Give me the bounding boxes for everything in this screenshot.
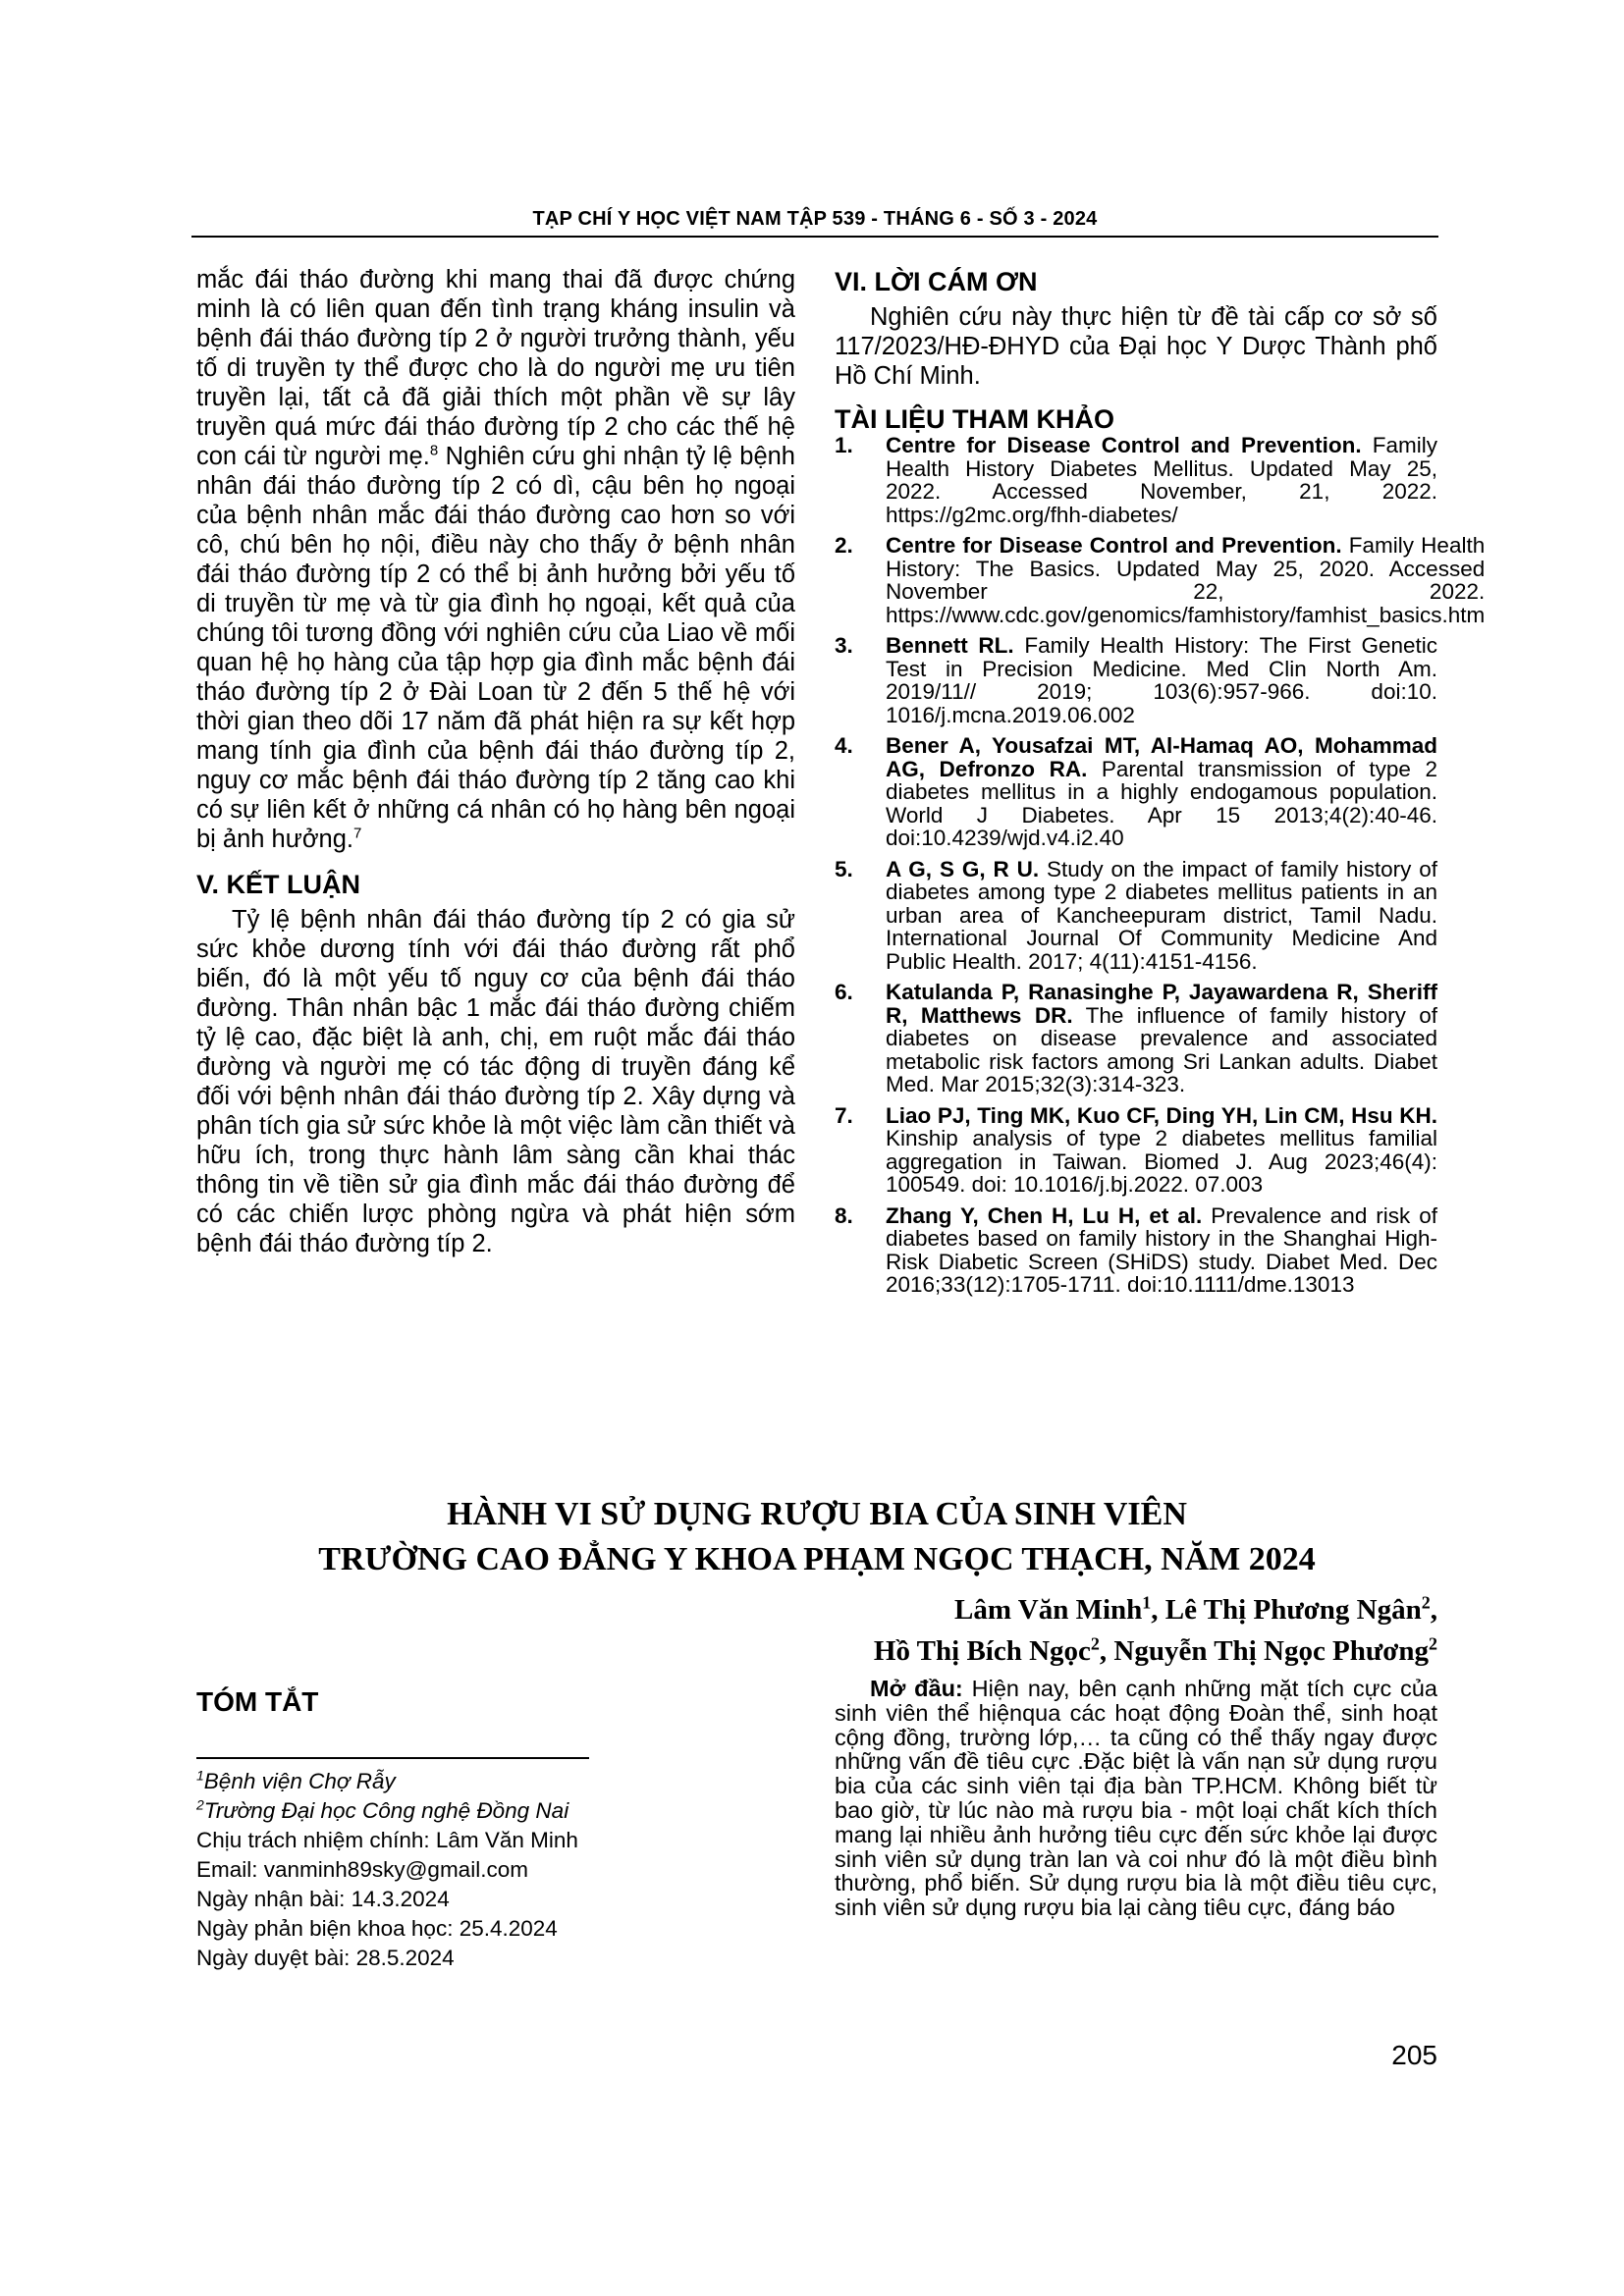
reference-text: Zhang Y, Chen H, Lu H, et al. Prevalence and risk of diabetes based on family history in the Shanghai High-Risk Diabetic Screen (SHiDS) study. Diabet Med. Dec 2016;33(12):1705-1711. doi:10.1111/dme.13013 — [886, 1202, 1437, 1297]
reference-item — [835, 734, 1437, 850]
author-name: Hồ Thị Bích Ngọc — [873, 1635, 1091, 1667]
reference-number: 1. — [835, 433, 853, 457]
reference-item — [835, 533, 1486, 627]
reference-text: Centre for Disease Control and Prevention. Family Health History: The Basics. Updated May 25, 2020. Accessed November 22, 2022. https://www.cdc.gov/genomics/famhistory/famhist_basics.htm — [886, 533, 1486, 627]
author-name: Lâm Văn Minh — [954, 1594, 1143, 1626]
abstract-paragraph: Mở đầu: Hiện nay, bên cạnh những mặt tích cực của sinh viên thể hiệnqua các hoạt động Đoàn thể, sinh hoạt cộng đồng, trường lớp,… ta cũng có thể thấy ngay được những vấn đề tiêu cực .Đặc biệt là vấn nạn sử dụng rượu bia của các sinh viên tại địa bàn TP.HCM. Không biết từ bao giờ, từ lúc nào mà rượu bia - một loại chất kích thích mang lại nhiều ảnh hưởng tiêu cực đến sức khỏe lại được sinh viên sử dụng tràn lan và coi như đó là một điều bình thường, phổ biến. Sử dụng rượu bia là một điều tiêu cực, sinh viên sử dụng rượu bia lại càng tiêu cực, đáng báo — [835, 1676, 1437, 1921]
reference-text: A G, S G, R U. Study on the impact of family history of diabetes among type 2 diabetes mellitus patients in an urban area of Kancheepuram district, Tamil Nadu. International Journal Of Community Medicine And Public Health. 2017; 4(11):4151-4156. — [886, 856, 1437, 974]
affiliation-2: $^2$Trường Đại học Công nghệ Đồng Nai — [196, 1796, 569, 1823]
summary-heading: TÓM TẮT — [196, 1686, 319, 1717]
reference-text: Centre for Disease Control and Prevention. Family Health History Diabetes Mellitus. Updated May 25, 2022. Accessed November, 21, 2022. https://g2mc.org/fhh-diabetes/ — [886, 433, 1437, 527]
article-title-line-1: HÀNH VI SỬ DỤNG RƯỢU BIA CỦA SINH VIÊN — [447, 1496, 1187, 1532]
thanks-paragraph: Nghiên cứu này thực hiện từ đề tài cấp cơ sở số 117/2023/HĐ-ĐHYD của Đại học Y Dược Thành phố Hồ Chí Minh. — [835, 303, 1437, 390]
thanks-heading: VI. LỜI CÁM ƠN — [835, 267, 1038, 296]
reference-item — [835, 1204, 1437, 1297]
running-header: TẠP CHÍ Y HỌC VIỆT NAM TẬP 539 - THÁNG 6 - SỐ 3 - 2024 — [532, 208, 1098, 230]
reference-number: 4. — [835, 733, 853, 758]
reference-number: 3. — [835, 633, 853, 658]
header-divider — [191, 236, 1438, 238]
discussion-paragraph: mắc đái tháo đường khi mang thai đã được chứng minh là có liên quan đến tình trạng kháng insulin và bệnh đái tháo đường típ 2 ở người trưởng thành, yếu tố di truyền ty thể được cho là do người mẹ ưu tiên truyền lại, tất cả đã giải thích một phần về sự lây truyền quá mức đái tháo đường típ 2 cho các thế hệ con cái từ người mẹ.$^8$ Nghiên cứu ghi nhận tỷ lệ bệnh nhân đái tháo đường típ 2 có dì, cậu bên họ ngoại của bệnh nhân mắc đái tháo đường cao hơn so với cô, chú bên họ nội, điều này cho thấy ở bệnh nhân đái tháo đường típ 2 có thể bị ảnh hưởng bởi yếu tố di truyền từ mẹ và từ gia đình họ ngoại, kết quả của chúng tôi tương đồng với nghiên cứu của Liao về mối quan hệ họ hàng của tập hợp gia đình mắc bệnh đái tháo đường típ 2 ở Đài Loan từ 2 đến 5 thế hệ với thời gian theo dõi 17 năm đã phát hiện ra sự kết hợp mang tính gia đình của bệnh đái tháo đường típ 2, nguy cơ mắc bệnh đái tháo đường típ 2 tăng cao khi có sự liên kết ở những cá nhân có họ hàng bên ngoại bị ảnh hưởng.$^7$ — [196, 266, 795, 853]
author-name: Lê Thị Phương Ngân — [1164, 1594, 1422, 1626]
author-line-2: Hồ Thị Bích Ngọc$^2$, Nguyễn Thị Ngọc Phương$^2$ — [873, 1633, 1437, 1667]
article-title-line-2: TRƯỜNG CAO ĐẲNG Y KHOA PHẠM NGỌC THẠCH, NĂM 2024 — [318, 1541, 1316, 1577]
date-reviewed: Ngày phản biện khoa học: 25.4.2024 — [196, 1916, 558, 1941]
reference-number: 8. — [835, 1202, 853, 1228]
conclusion-paragraph: Tỷ lệ bệnh nhân đái tháo đường típ 2 có gia sử sức khỏe dương tính với đái tháo đường rất phổ biến, đó là một yếu tố nguy cơ của bệnh đái tháo đường. Thân nhân bậc 1 mắc đái tháo đường chiếm tỷ lệ cao, đặc biệt là anh, chị, em ruột mắc đái tháo đường và người mẹ có tác động di truyền đáng kể đối với bệnh nhân đái tháo đường típ 2. Xây dựng và phân tích gia sử sức khỏe là một việc làm cần thiết và hữu ích, trong thực hành lâm sàng cần khai thác thông tin về tiền sử gia đình mắc đái tháo đường để có các chiến lược phòng ngừa và phát hiện sớm bệnh đái tháo đường típ 2. — [196, 906, 795, 1257]
reference-number: 6. — [835, 980, 853, 1004]
date-approved: Ngày duyệt bài: 28.5.2024 — [196, 1946, 455, 1970]
left-column — [196, 265, 795, 1258]
reference-number: 5. — [835, 856, 853, 881]
reference-text: Katulanda P, Ranasinghe P, Jayawardena R, Sheriff R, Matthews DR. The influence of family history of diabetes on disease prevalence and associated metabolic risk factors among Sri Lankan adults. Diabet Med. Mar 2015;32(3):314-323. — [886, 980, 1437, 1096]
page-number: 205 — [1391, 2040, 1437, 2070]
reference-item — [835, 858, 1437, 974]
right-column — [835, 265, 1486, 1305]
responsible-author: Chịu trách nhiệm chính: Lâm Văn Minh — [196, 1828, 578, 1852]
reference-text: Liao PJ, Ting MK, Kuo CF, Ding YH, Lin CM, Hsu KH. Kinship analysis of type 2 diabetes mellitus familial aggregation in Taiwan. Biomed J. Aug 2023;46(4): 100549. doi: 10.1016/j.bj.2022. 07.003 — [886, 1102, 1437, 1197]
references-list — [835, 433, 1486, 1297]
reference-item — [835, 1104, 1437, 1197]
author-name: Nguyễn Thị Ngọc Phương — [1113, 1635, 1429, 1667]
article-title — [196, 1492, 1437, 1582]
reference-text: Bener A, Yousafzai MT, Al-Hamaq AO, Mohammad AG, Defronzo RA. Parental transmission of type 2 diabetes mellitus in a highly endogamous population. World J Diabetes. Apr 15 2013;4(2):40-46. doi:10.4239/wjd.v4.i2.40 — [886, 733, 1437, 850]
references-heading: TÀI LIỆU THAM KHẢO — [835, 404, 1114, 434]
author-line-1: Lâm Văn Minh$^1$, Lê Thị Phương Ngân$^2$, — [954, 1592, 1437, 1626]
reference-item — [835, 634, 1437, 726]
contact-email: Email: vanminh89sky@gmail.com — [196, 1857, 528, 1882]
reference-item — [835, 981, 1437, 1096]
reference-text: Bennett RL. Family Health History: The First Genetic Test in Precision Medicine. Med Clin North Am. 2019/11// 2019; 103(6):957-966. doi:10. 1016/j.mcna.2019.06.002 — [886, 633, 1437, 727]
abstract-lead: Mở đầu: — [870, 1676, 963, 1701]
reference-item — [835, 434, 1437, 526]
footnote-divider — [196, 1757, 589, 1759]
footnotes — [196, 1767, 785, 1973]
affiliation-1: $^1$Bệnh viện Chợ Rẫy — [196, 1767, 396, 1793]
reference-number: 2. — [835, 533, 853, 558]
conclusion-heading: V. KẾT LUẬN — [196, 870, 361, 899]
reference-number: 7. — [835, 1102, 853, 1128]
date-received: Ngày nhận bài: 14.3.2024 — [196, 1887, 450, 1911]
